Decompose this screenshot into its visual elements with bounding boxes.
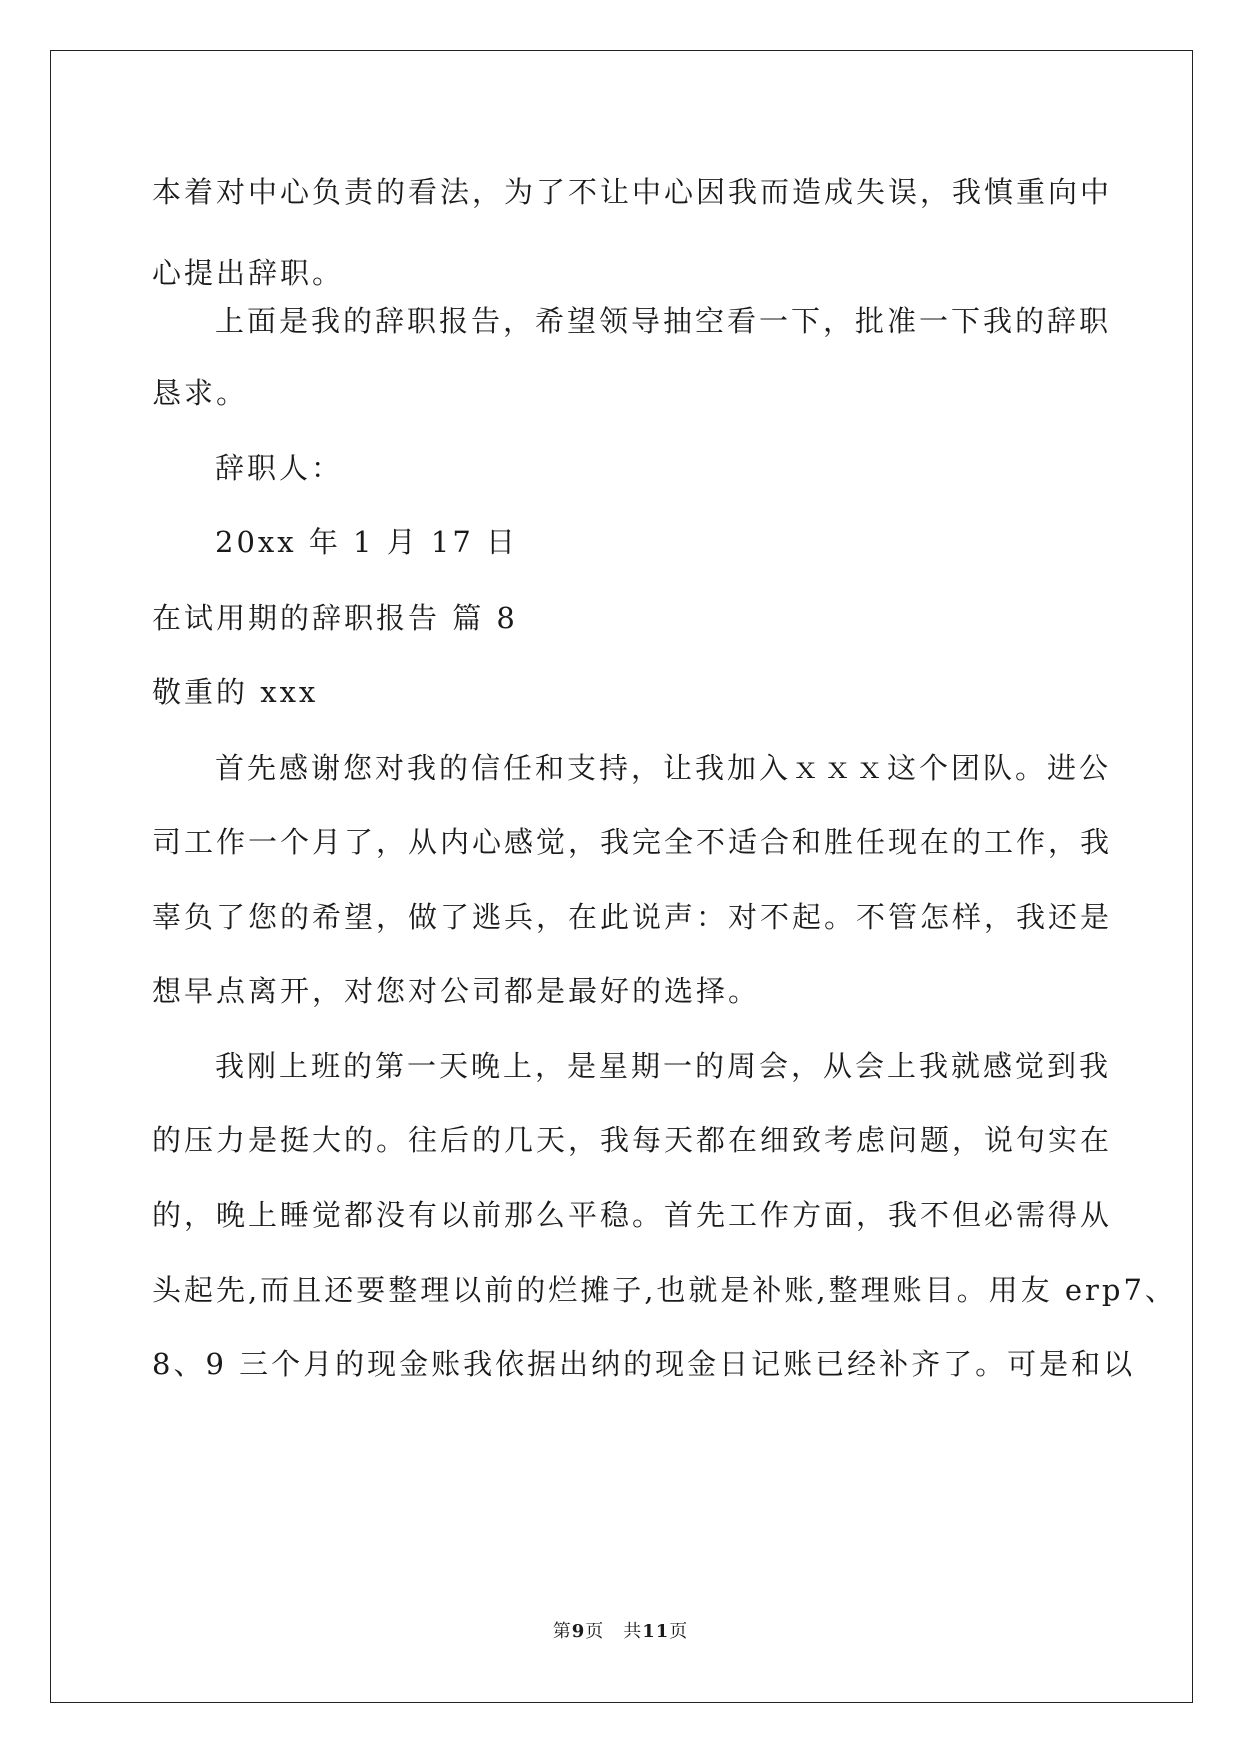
paragraph-line: 8、9 三个月的现金账我依据出纳的现金日记账已经补齐了。可是和以 [152, 1347, 1136, 1381]
footer-total-pages: 11 [642, 1621, 670, 1642]
paragraph-line: 心提出辞职。 [152, 256, 345, 290]
section-heading: 在试用期的辞职报告 篇 8 [152, 601, 518, 635]
paragraph-line: 想早点离开，对您对公司都是最好的选择。 [152, 974, 761, 1008]
paragraph-line: 头起先,而且还要整理以前的烂摊子,也就是补账,整理账目。用友 erp7、 [152, 1273, 1177, 1307]
page-footer [0, 1617, 1241, 1643]
paragraph-line: 首先感谢您对我的信任和支持，让我加入ｘｘｘ这个团队。进公 [215, 751, 1112, 785]
footer-page-number: 9 [571, 1621, 586, 1642]
paragraph-line: 司工作一个月了，从内心感觉，我完全不适合和胜任现在的工作，我 [152, 825, 1113, 859]
paragraph-line: 我刚上班的第一天晚上，是星期一的周会，从会上我就感觉到我 [215, 1049, 1112, 1083]
signature-label: 辞职人： [215, 451, 344, 485]
footer-prefix: 第 [552, 1621, 572, 1642]
paragraph-line: 本着对中心负责的看法，为了不让中心因我而造成失误，我慎重向中 [152, 175, 1113, 209]
paragraph-line: 上面是我的辞职报告，希望领导抽空看一下，批准一下我的辞职 [215, 304, 1112, 338]
footer-page-suffix: 页 [585, 1621, 605, 1642]
paragraph-line: 的，晚上睡觉都没有以前那么平稳。首先工作方面，我不但必需得从 [152, 1198, 1113, 1232]
salutation: 敬重的 xxx [152, 675, 319, 709]
paragraph-line: 的压力是挺大的。往后的几天，我每天都在细致考虑问题，说句实在 [152, 1123, 1113, 1157]
footer-total-suffix: 页 [669, 1621, 689, 1642]
page-border [50, 50, 1193, 1703]
paragraph-line: 恳求。 [152, 376, 249, 410]
date-line: 20xx 年 1 月 17 日 [215, 525, 519, 559]
footer-total-prefix: 共 [623, 1621, 643, 1642]
paragraph-line: 辜负了您的希望，做了逃兵，在此说声：对不起。不管怎样，我还是 [152, 900, 1113, 934]
